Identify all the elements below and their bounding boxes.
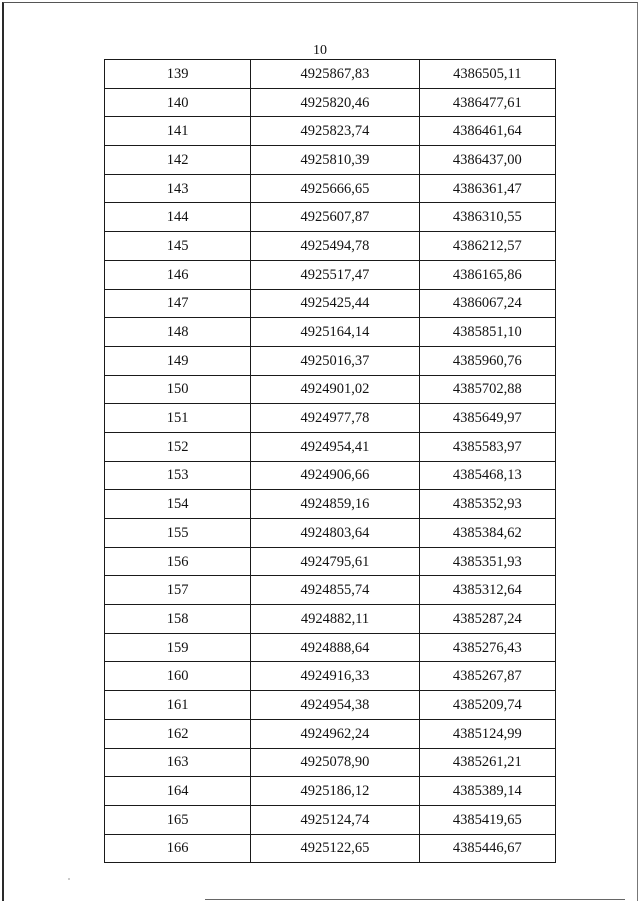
x-coordinate-cell: 4925607,87 [251, 203, 419, 232]
y-coordinate-cell: 4385419,65 [419, 805, 555, 834]
x-coordinate-cell: 4924882,11 [251, 605, 419, 634]
table-row [105, 404, 556, 433]
point-number-cell: 165 [105, 805, 251, 834]
point-number-cell: 151 [105, 404, 251, 433]
table-row [105, 691, 556, 720]
table-row [105, 662, 556, 691]
y-coordinate-cell: 4386067,24 [419, 289, 555, 318]
point-number-cell: 139 [105, 60, 251, 89]
y-coordinate-cell: 4385261,21 [419, 748, 555, 777]
y-coordinate-cell: 4385124,99 [419, 719, 555, 748]
y-coordinate-cell: 4385352,93 [419, 490, 555, 519]
point-number-cell: 140 [105, 88, 251, 117]
x-coordinate-cell: 4924901,02 [251, 375, 419, 404]
y-coordinate-cell: 4385583,97 [419, 432, 555, 461]
table-row [105, 605, 556, 634]
y-coordinate-cell: 4385267,87 [419, 662, 555, 691]
point-number-cell: 144 [105, 203, 251, 232]
x-coordinate-cell: 4924916,33 [251, 662, 419, 691]
x-coordinate-cell: 4924859,16 [251, 490, 419, 519]
point-number-cell: 161 [105, 691, 251, 720]
table-row [105, 519, 556, 548]
table-row [105, 748, 556, 777]
table-row [105, 232, 556, 261]
point-number-cell: 163 [105, 748, 251, 777]
y-coordinate-cell: 4386165,86 [419, 260, 555, 289]
x-coordinate-cell: 4925122,65 [251, 834, 419, 863]
point-number-cell: 145 [105, 232, 251, 261]
x-coordinate-cell: 4924795,61 [251, 547, 419, 576]
point-number-cell: 159 [105, 633, 251, 662]
x-coordinate-cell: 4925823,74 [251, 117, 419, 146]
y-coordinate-cell: 4386477,61 [419, 88, 555, 117]
x-coordinate-cell: 4925494,78 [251, 232, 419, 261]
x-coordinate-cell: 4925820,46 [251, 88, 419, 117]
point-number-cell: 166 [105, 834, 251, 863]
table-row [105, 174, 556, 203]
table-row [105, 375, 556, 404]
table-row [105, 146, 556, 175]
x-coordinate-cell: 4924954,38 [251, 691, 419, 720]
y-coordinate-cell: 4385287,24 [419, 605, 555, 634]
table-row [105, 260, 556, 289]
point-number-cell: 154 [105, 490, 251, 519]
page-number: 10 [313, 43, 327, 58]
point-number-cell: 152 [105, 432, 251, 461]
table-row [105, 777, 556, 806]
y-coordinate-cell: 4386505,11 [419, 60, 555, 89]
table-row [105, 88, 556, 117]
point-number-cell: 153 [105, 461, 251, 490]
y-coordinate-cell: 4386437,00 [419, 146, 555, 175]
table-row [105, 633, 556, 662]
point-number-cell: 147 [105, 289, 251, 318]
y-coordinate-cell: 4386461,64 [419, 117, 555, 146]
scan-speck [68, 878, 70, 880]
y-coordinate-cell: 4386310,55 [419, 203, 555, 232]
table-row [105, 203, 556, 232]
table-row [105, 346, 556, 375]
point-number-cell: 158 [105, 605, 251, 634]
x-coordinate-cell: 4924855,74 [251, 576, 419, 605]
x-coordinate-cell: 4925810,39 [251, 146, 419, 175]
table-row [105, 834, 556, 863]
table-row [105, 461, 556, 490]
table-row [105, 117, 556, 146]
x-coordinate-cell: 4925124,74 [251, 805, 419, 834]
x-coordinate-cell: 4925666,65 [251, 174, 419, 203]
table-row [105, 289, 556, 318]
coordinates-table [104, 59, 556, 863]
y-coordinate-cell: 4385960,76 [419, 346, 555, 375]
y-coordinate-cell: 4385312,64 [419, 576, 555, 605]
table-row [105, 547, 556, 576]
x-coordinate-cell: 4925425,44 [251, 289, 419, 318]
x-coordinate-cell: 4924906,66 [251, 461, 419, 490]
point-number-cell: 146 [105, 260, 251, 289]
table-row [105, 576, 556, 605]
x-coordinate-cell: 4925517,47 [251, 260, 419, 289]
point-number-cell: 148 [105, 318, 251, 347]
point-number-cell: 156 [105, 547, 251, 576]
point-number-cell: 164 [105, 777, 251, 806]
point-number-cell: 149 [105, 346, 251, 375]
x-coordinate-cell: 4925078,90 [251, 748, 419, 777]
table-row [105, 805, 556, 834]
y-coordinate-cell: 4385276,43 [419, 633, 555, 662]
table-row [105, 60, 556, 89]
y-coordinate-cell: 4386361,47 [419, 174, 555, 203]
x-coordinate-cell: 4925867,83 [251, 60, 419, 89]
coordinates-table-body [105, 60, 556, 863]
y-coordinate-cell: 4385209,74 [419, 691, 555, 720]
table-row [105, 719, 556, 748]
point-number-cell: 157 [105, 576, 251, 605]
table-row [105, 318, 556, 347]
x-coordinate-cell: 4925164,14 [251, 318, 419, 347]
y-coordinate-cell: 4385384,62 [419, 519, 555, 548]
point-number-cell: 143 [105, 174, 251, 203]
x-coordinate-cell: 4924803,64 [251, 519, 419, 548]
y-coordinate-cell: 4385649,97 [419, 404, 555, 433]
y-coordinate-cell: 4385468,13 [419, 461, 555, 490]
x-coordinate-cell: 4925186,12 [251, 777, 419, 806]
x-coordinate-cell: 4924977,78 [251, 404, 419, 433]
table-row [105, 432, 556, 461]
point-number-cell: 162 [105, 719, 251, 748]
y-coordinate-cell: 4385702,88 [419, 375, 555, 404]
point-number-cell: 142 [105, 146, 251, 175]
point-number-cell: 141 [105, 117, 251, 146]
y-coordinate-cell: 4385351,93 [419, 547, 555, 576]
x-coordinate-cell: 4924954,41 [251, 432, 419, 461]
x-coordinate-cell: 4924888,64 [251, 633, 419, 662]
y-coordinate-cell: 4385851,10 [419, 318, 555, 347]
y-coordinate-cell: 4385389,14 [419, 777, 555, 806]
x-coordinate-cell: 4924962,24 [251, 719, 419, 748]
x-coordinate-cell: 4925016,37 [251, 346, 419, 375]
point-number-cell: 160 [105, 662, 251, 691]
point-number-cell: 155 [105, 519, 251, 548]
y-coordinate-cell: 4385446,67 [419, 834, 555, 863]
point-number-cell: 150 [105, 375, 251, 404]
bottom-rule [205, 899, 625, 900]
table-row [105, 490, 556, 519]
y-coordinate-cell: 4386212,57 [419, 232, 555, 261]
